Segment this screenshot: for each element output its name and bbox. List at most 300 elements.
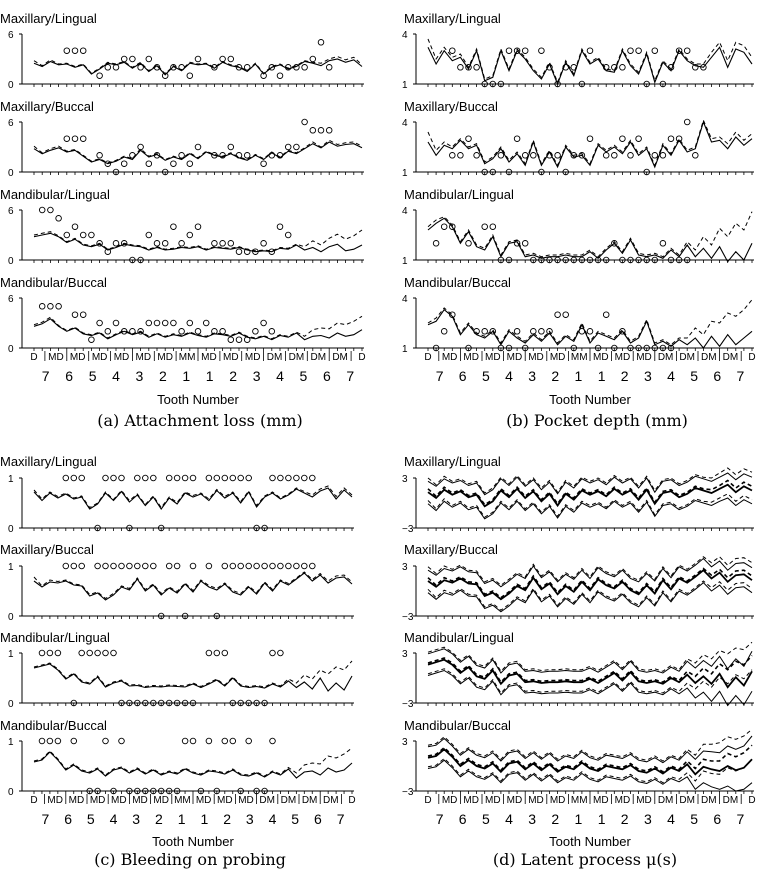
tooth-label: 1 bbox=[574, 811, 583, 827]
lower-band-line bbox=[428, 760, 752, 791]
observation-point bbox=[228, 144, 234, 150]
fit-line bbox=[428, 47, 752, 84]
observation-point bbox=[63, 475, 69, 481]
observation-point bbox=[190, 563, 196, 569]
observation-point bbox=[310, 563, 316, 569]
panel-c-3 bbox=[0, 630, 354, 710]
site-label: DM bbox=[310, 352, 327, 363]
observation-point bbox=[522, 241, 528, 247]
tooth-label: 6 bbox=[458, 811, 467, 827]
panel-title: Maxillary/Lingual bbox=[0, 454, 97, 469]
site-label: MD bbox=[463, 795, 479, 806]
tooth-label: 1 bbox=[574, 368, 583, 384]
observation-point bbox=[97, 73, 103, 79]
y-tick-label: 1 bbox=[8, 649, 14, 660]
subcaption-d: (d) Latent process μ(s) bbox=[492, 850, 678, 869]
tooth-label: 3 bbox=[135, 368, 144, 384]
observation-point bbox=[302, 475, 308, 481]
observation-point bbox=[130, 153, 136, 159]
observation-point bbox=[310, 128, 316, 134]
fit-line bbox=[34, 488, 352, 509]
observation-point bbox=[628, 153, 634, 159]
tooth-label: 5 bbox=[86, 811, 95, 827]
tooth-label: 1 bbox=[182, 368, 191, 384]
panel-title: Maxillary/Lingual bbox=[0, 11, 97, 26]
panel-title: Mandibular/Lingual bbox=[404, 187, 514, 202]
observation-point bbox=[146, 320, 152, 326]
observation-point bbox=[693, 153, 699, 159]
fit-line-dashed bbox=[428, 120, 752, 165]
observation-point bbox=[195, 224, 201, 230]
y-tick-label: 0 bbox=[8, 344, 14, 355]
site-label: DM bbox=[722, 795, 739, 806]
observation-point bbox=[450, 153, 456, 159]
observation-point bbox=[121, 161, 127, 167]
observation-point bbox=[244, 65, 250, 71]
site-label: MD bbox=[636, 352, 652, 363]
tooth-label: 4 bbox=[109, 811, 118, 827]
y-tick-label: 1 bbox=[402, 80, 408, 91]
observation-point bbox=[119, 738, 125, 744]
observation-point bbox=[668, 136, 674, 142]
tooth-label: 2 bbox=[620, 368, 629, 384]
observation-point bbox=[80, 136, 86, 142]
panel-title: Mandibular/Buccal bbox=[404, 718, 511, 733]
observation-point bbox=[111, 563, 117, 569]
site-label: MD bbox=[201, 352, 217, 363]
y-tick-label: 4 bbox=[402, 30, 408, 41]
observation-point bbox=[230, 563, 236, 569]
observation-point bbox=[179, 153, 185, 159]
observation-point bbox=[214, 650, 220, 656]
observation-point bbox=[531, 329, 537, 335]
panel-title: Mandibular/Lingual bbox=[0, 630, 110, 645]
observation-point bbox=[187, 161, 193, 167]
fit-line bbox=[34, 319, 362, 340]
observation-point bbox=[246, 563, 252, 569]
panel-title: Mandibular/Lingual bbox=[404, 630, 514, 645]
site-label: MM bbox=[178, 352, 196, 363]
observation-point bbox=[285, 144, 291, 150]
panel-title: Maxillary/Buccal bbox=[0, 542, 94, 557]
observation-point bbox=[56, 304, 62, 310]
tooth-label: 6 bbox=[458, 368, 467, 384]
observation-point bbox=[326, 65, 332, 71]
y-tick-label: 0 bbox=[8, 168, 14, 179]
panel-a-2 bbox=[0, 99, 364, 179]
observation-point bbox=[80, 312, 86, 318]
observation-point bbox=[63, 563, 69, 569]
observation-point bbox=[105, 329, 111, 335]
observation-point bbox=[262, 563, 268, 569]
observation-point bbox=[87, 650, 93, 656]
site-label: MM bbox=[570, 795, 588, 806]
observation-point bbox=[103, 738, 109, 744]
site-label: DM bbox=[266, 352, 283, 363]
y-tick-label: 0 bbox=[8, 80, 14, 91]
observation-point bbox=[103, 475, 109, 481]
site-label: MD bbox=[91, 352, 108, 363]
fit-line bbox=[34, 142, 362, 164]
observation-point bbox=[113, 320, 119, 326]
observation-point bbox=[162, 320, 168, 326]
site-label: MD bbox=[528, 352, 544, 363]
observation-point bbox=[318, 128, 324, 134]
observation-point bbox=[490, 224, 496, 230]
observation-point bbox=[270, 475, 276, 481]
observation-point bbox=[310, 56, 316, 62]
site-label: MD bbox=[132, 795, 148, 806]
site-label: MD bbox=[614, 352, 631, 363]
site-label: MD bbox=[549, 795, 566, 806]
tooth-label: 3 bbox=[132, 811, 141, 827]
observation-point bbox=[269, 329, 275, 335]
site-label: MD bbox=[244, 352, 261, 363]
site-label: MD bbox=[89, 795, 106, 806]
tooth-label: 5 bbox=[482, 368, 490, 384]
observation-point bbox=[238, 475, 244, 481]
site-label: D bbox=[424, 352, 432, 363]
fit-line-dashed bbox=[428, 300, 752, 345]
lower-band-line bbox=[428, 583, 752, 612]
chart-b bbox=[402, 11, 756, 407]
observation-point bbox=[450, 48, 456, 54]
site-label: MD bbox=[463, 352, 479, 363]
observation-point bbox=[212, 241, 218, 247]
panel-title: Mandibular/Buccal bbox=[0, 718, 107, 733]
tooth-label: 3 bbox=[644, 368, 652, 384]
site-label: MD bbox=[69, 352, 86, 363]
fit-line-dashed bbox=[34, 661, 352, 687]
observation-point bbox=[285, 232, 291, 238]
observation-point bbox=[482, 224, 488, 230]
observation-point bbox=[111, 650, 117, 656]
site-label: MD bbox=[593, 795, 609, 806]
tooth-label: 7 bbox=[346, 368, 355, 384]
observation-point bbox=[130, 329, 136, 335]
site-label: MD bbox=[238, 795, 254, 806]
observation-point bbox=[190, 738, 196, 744]
observation-point bbox=[261, 161, 267, 167]
y-tick-label: 1 bbox=[402, 256, 408, 267]
site-label: DM bbox=[288, 352, 305, 363]
observation-point bbox=[441, 329, 447, 335]
y-tick-label: 1 bbox=[8, 562, 14, 573]
tooth-label: 1 bbox=[597, 368, 606, 384]
site-label: DM bbox=[722, 352, 739, 363]
y-tick-label: 4 bbox=[402, 206, 408, 217]
site-label: MD bbox=[47, 795, 63, 806]
fit-line bbox=[34, 233, 362, 251]
observation-point bbox=[146, 56, 152, 62]
y-tick-label: 1 bbox=[402, 168, 408, 179]
observation-point bbox=[64, 232, 70, 238]
panel-c-4 bbox=[0, 718, 354, 798]
site-label: MD bbox=[506, 352, 523, 363]
observation-point bbox=[206, 738, 212, 744]
observation-point bbox=[302, 119, 308, 125]
observation-point bbox=[195, 56, 201, 62]
observation-point bbox=[270, 738, 276, 744]
observation-point bbox=[230, 475, 236, 481]
site-label: DM bbox=[332, 352, 348, 363]
observation-point bbox=[214, 475, 220, 481]
site-label: MD bbox=[549, 352, 566, 363]
y-tick-label: −3 bbox=[402, 699, 414, 710]
observation-point bbox=[47, 738, 53, 744]
tooth-label: 5 bbox=[690, 811, 698, 827]
observation-point bbox=[286, 475, 292, 481]
y-tick-label: 1 bbox=[8, 737, 14, 748]
site-label: MD bbox=[153, 795, 169, 806]
observation-point bbox=[278, 650, 284, 656]
tooth-label: 4 bbox=[268, 811, 277, 827]
fit-line-dashed bbox=[428, 39, 752, 82]
tooth-label: 1 bbox=[205, 368, 214, 384]
observation-point bbox=[203, 320, 209, 326]
observation-point bbox=[146, 232, 152, 238]
chart-d bbox=[402, 454, 756, 849]
tooth-label: 3 bbox=[252, 368, 261, 384]
tooth-label: 5 bbox=[299, 368, 308, 384]
observation-point bbox=[684, 119, 690, 125]
observation-point bbox=[458, 153, 464, 159]
observation-point bbox=[187, 73, 193, 79]
observation-point bbox=[39, 207, 45, 213]
observation-point bbox=[222, 475, 228, 481]
site-label: MD bbox=[636, 795, 652, 806]
site-label: MD bbox=[68, 795, 85, 806]
observation-point bbox=[171, 224, 177, 230]
observation-point bbox=[48, 304, 54, 310]
observation-point bbox=[138, 144, 144, 150]
observation-point bbox=[441, 224, 447, 230]
y-tick-label: 1 bbox=[402, 344, 408, 355]
tooth-label: 5 bbox=[88, 368, 97, 384]
tooth-label: 3 bbox=[528, 811, 536, 827]
observation-point bbox=[179, 241, 185, 247]
tooth-label: 7 bbox=[41, 811, 50, 827]
observation-point bbox=[39, 304, 45, 310]
site-label: MD bbox=[195, 795, 212, 806]
tooth-label: 4 bbox=[112, 368, 120, 384]
tooth-label: 7 bbox=[435, 368, 444, 384]
observation-point bbox=[166, 475, 172, 481]
observation-point bbox=[187, 320, 193, 326]
y-tick-label: 0 bbox=[8, 612, 14, 623]
y-tick-label: 3 bbox=[402, 474, 408, 485]
observation-point bbox=[55, 650, 61, 656]
observation-point bbox=[684, 48, 690, 54]
site-label: DM bbox=[701, 795, 717, 806]
fit-line-dashed bbox=[34, 572, 352, 599]
tooth-label: 3 bbox=[528, 368, 536, 384]
tooth-label: 2 bbox=[229, 368, 237, 384]
site-label: MD bbox=[113, 352, 130, 363]
panel-b-1 bbox=[402, 11, 754, 91]
tooth-label: 3 bbox=[245, 811, 254, 827]
observation-point bbox=[522, 48, 528, 54]
tooth-label: 6 bbox=[713, 368, 722, 384]
panel-title: Mandibular/Buccal bbox=[404, 275, 511, 290]
x-axis-label: Tooth Number bbox=[157, 392, 239, 407]
observation-point bbox=[277, 73, 283, 79]
site-label: DM bbox=[701, 352, 717, 363]
panel-c-1 bbox=[0, 454, 354, 535]
observation-point bbox=[182, 738, 188, 744]
observation-point bbox=[620, 65, 626, 71]
site-label: MM bbox=[174, 795, 191, 806]
observation-point bbox=[48, 207, 54, 213]
observation-point bbox=[174, 563, 180, 569]
observation-point bbox=[636, 48, 642, 54]
observation-point bbox=[246, 738, 252, 744]
observation-point bbox=[71, 563, 77, 569]
chart-layer bbox=[0, 11, 756, 849]
site-label: MD bbox=[485, 352, 501, 363]
y-tick-label: 4 bbox=[402, 118, 408, 129]
observation-point bbox=[228, 241, 234, 247]
site-label: MD bbox=[441, 352, 458, 363]
observation-point bbox=[220, 56, 226, 62]
observation-point bbox=[587, 136, 593, 142]
panel-c-2 bbox=[0, 542, 354, 623]
observation-point bbox=[302, 563, 308, 569]
fit-line bbox=[34, 573, 352, 600]
observation-point bbox=[458, 65, 464, 71]
observation-point bbox=[244, 153, 250, 159]
observation-point bbox=[171, 161, 177, 167]
tooth-label: 3 bbox=[644, 811, 652, 827]
observation-point bbox=[270, 650, 276, 656]
observation-point bbox=[105, 65, 111, 71]
tooth-label: 2 bbox=[159, 368, 167, 384]
observation-point bbox=[294, 475, 300, 481]
upper-band-line bbox=[428, 473, 752, 495]
observation-point bbox=[64, 48, 70, 54]
observation-point bbox=[130, 56, 136, 62]
observation-point bbox=[278, 563, 284, 569]
site-label: D bbox=[748, 795, 756, 806]
x-axis-label: Tooth Number bbox=[152, 834, 234, 849]
observation-point bbox=[286, 563, 292, 569]
fit-line-dashed bbox=[428, 212, 752, 257]
y-tick-label: 6 bbox=[8, 206, 14, 217]
tooth-label: 2 bbox=[620, 811, 629, 827]
panel-title: Maxillary/Buccal bbox=[0, 99, 94, 114]
mean-line bbox=[428, 660, 752, 688]
observation-point bbox=[174, 475, 180, 481]
observation-point bbox=[79, 650, 85, 656]
observation-point bbox=[539, 48, 545, 54]
y-tick-label: 0 bbox=[8, 256, 14, 267]
site-label: MD bbox=[506, 795, 523, 806]
y-tick-label: −3 bbox=[402, 612, 414, 623]
y-tick-label: −3 bbox=[402, 524, 414, 535]
site-label: MD bbox=[485, 795, 501, 806]
observation-point bbox=[652, 153, 658, 159]
observation-point bbox=[222, 738, 228, 744]
panel-title: Mandibular/Lingual bbox=[0, 187, 110, 202]
observation-point bbox=[612, 153, 618, 159]
observation-point bbox=[154, 241, 160, 247]
lower-band-line bbox=[428, 498, 752, 519]
observation-point bbox=[121, 56, 127, 62]
site-label: D bbox=[358, 352, 366, 363]
observation-point bbox=[603, 312, 609, 318]
observation-point bbox=[220, 241, 226, 247]
observation-point bbox=[246, 475, 252, 481]
y-tick-label: −3 bbox=[402, 787, 414, 798]
upper-band-dashed bbox=[428, 729, 752, 761]
panel-d-2 bbox=[402, 542, 754, 623]
observation-point bbox=[587, 48, 593, 54]
observation-point bbox=[72, 48, 78, 54]
observation-point bbox=[270, 563, 276, 569]
tooth-label: 7 bbox=[736, 368, 745, 384]
tooth-label: 4 bbox=[505, 368, 513, 384]
observation-point bbox=[522, 153, 528, 159]
observation-point bbox=[254, 563, 260, 569]
observation-point bbox=[228, 337, 234, 343]
y-tick-label: 6 bbox=[8, 30, 14, 41]
observation-point bbox=[531, 153, 537, 159]
subcaption-b: (b) Pocket depth (mm) bbox=[506, 411, 688, 430]
observation-point bbox=[603, 153, 609, 159]
observation-point bbox=[587, 329, 593, 335]
observation-point bbox=[80, 232, 86, 238]
observation-point bbox=[71, 738, 77, 744]
observation-point bbox=[253, 329, 259, 335]
observation-point bbox=[206, 650, 212, 656]
site-label: MD bbox=[593, 352, 609, 363]
observation-point bbox=[72, 312, 78, 318]
observation-point bbox=[97, 153, 103, 159]
observation-point bbox=[39, 738, 45, 744]
chart-a bbox=[0, 11, 366, 407]
panel-title: Maxillary/Buccal bbox=[404, 99, 498, 114]
observation-point bbox=[236, 337, 242, 343]
observation-point bbox=[514, 329, 520, 335]
panel-d-3 bbox=[402, 630, 754, 710]
observation-point bbox=[182, 475, 188, 481]
site-label: MD bbox=[528, 795, 544, 806]
observation-point bbox=[103, 650, 109, 656]
tooth-label: 4 bbox=[667, 368, 675, 384]
subcaption-c: (c) Bleeding on probing bbox=[94, 850, 286, 869]
observation-point bbox=[206, 563, 212, 569]
site-label: DM bbox=[259, 795, 275, 806]
site-label: DM bbox=[657, 795, 674, 806]
panel-a-4 bbox=[0, 275, 364, 355]
observation-point bbox=[47, 650, 53, 656]
observation-point bbox=[514, 136, 520, 142]
observation-point bbox=[261, 320, 267, 326]
observation-point bbox=[220, 329, 226, 335]
observation-point bbox=[119, 563, 125, 569]
y-tick-label: 6 bbox=[8, 294, 14, 305]
upper-band-line bbox=[428, 649, 752, 673]
tooth-label: 2 bbox=[223, 811, 231, 827]
tooth-label: 6 bbox=[713, 811, 722, 827]
observation-point bbox=[166, 563, 172, 569]
observation-point bbox=[474, 65, 480, 71]
tooth-label: 1 bbox=[177, 811, 186, 827]
observation-point bbox=[498, 153, 504, 159]
tooth-label: 1 bbox=[200, 811, 209, 827]
observation-point bbox=[433, 241, 439, 247]
observation-point bbox=[660, 153, 666, 159]
